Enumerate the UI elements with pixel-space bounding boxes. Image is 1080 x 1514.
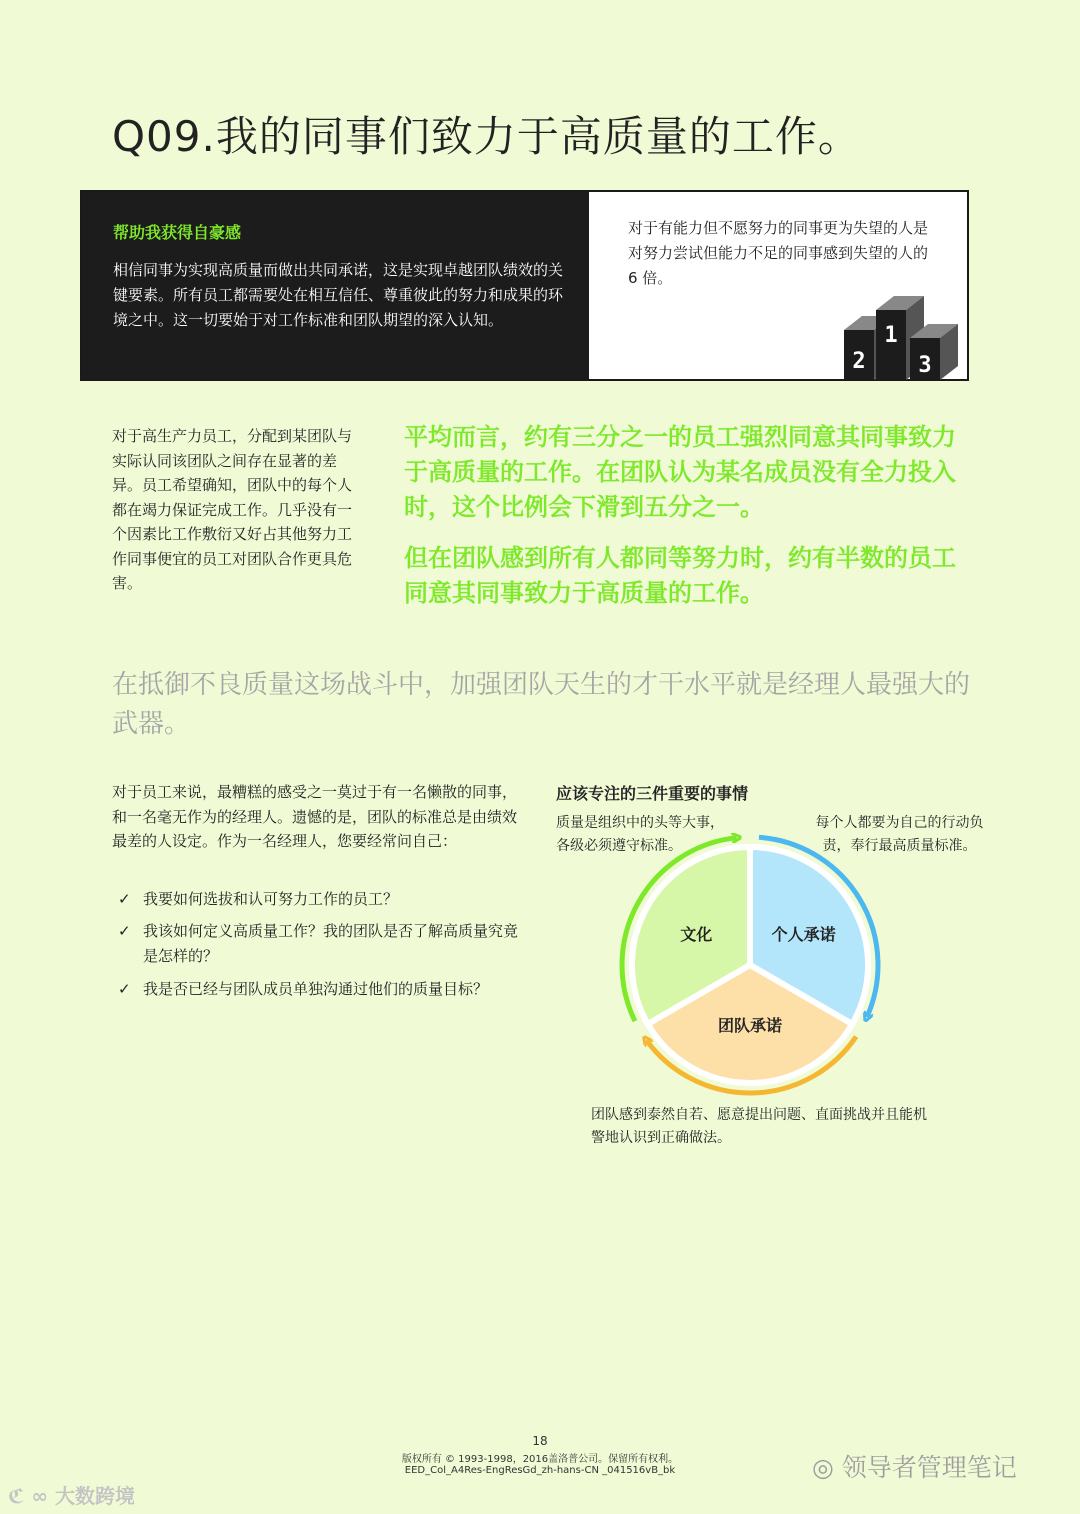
culture-segment-label: 文化 xyxy=(680,925,713,944)
wechat-icon: ◎ xyxy=(812,1453,842,1482)
page-number: 18 xyxy=(532,1434,548,1448)
checklist-text: 我该如何定义高质量工作？我的团队是否了解高质量究竟是怎样的？ xyxy=(143,922,519,965)
podium-label-2: 2 xyxy=(852,349,866,374)
checklist-text: 我要如何选拔和认可努力工作的员工？ xyxy=(143,890,399,908)
check-icon: ✓ xyxy=(118,980,131,998)
team-commitment-segment-label: 团队承诺 xyxy=(717,1016,783,1035)
highlight-body: 相信同事为实现高质量而做出共同承诺，这是实现卓越团队绩效的关键要素。所有员工都需要处在相互信任、尊重彼此的努力和成果的环境之中。这一切要始于对工作标准和团队期望的深入认知。 xyxy=(113,261,564,329)
document-code: EED_Col_A4Res-EngResGd_zh-hans-CN _041516vB_bk xyxy=(404,1465,676,1476)
intro-paragraph: 对于高生产力员工，分配到某团队与实际认同该团队之间存在显著的差异。员工希望确知，团队中的每个人都在竭力保证完成工作。几乎没有一个因素比工作敷衍又好占其他努力工作同事便宜的员工对团队合作更具危害。 xyxy=(112,427,353,592)
page-title: Q09.我的同事们致力于高质量的工作。 xyxy=(112,112,861,161)
manager-paragraph: 对于员工来说，最糟糕的感受之一莫过于有一名懒散的同事，和一名毫无作为的经理人。遗憾的是，团队的标准总是由绩效最差的人设定。作为一名经理人，您要经常问自己： xyxy=(112,783,518,850)
highlight-heading: 帮助我获得自豪感 xyxy=(113,223,242,242)
cycle-diagram xyxy=(600,820,900,1110)
check-icon: ✓ xyxy=(118,890,131,908)
highlight-dark-panel xyxy=(82,192,589,379)
highlight-box xyxy=(80,190,969,381)
copyright: 版权所有 © 1993-1998，2016盖洛普公司。保留所有权利。 xyxy=(401,1454,679,1465)
checklist-text: 我是否已经与团队成员单独沟通过他们的质量目标？ xyxy=(143,980,489,998)
individual-commitment-description: 每个人都要为自己的行动负责，奉行最高质量标准。 xyxy=(815,815,984,854)
check-icon: ✓ xyxy=(118,922,131,940)
pull-quote: 在抵御不良质量这场战斗中，加强团队天生的才干水平就是经理人最强大的武器。 xyxy=(112,670,971,739)
diagram-title: 应该专注的三件重要的事情 xyxy=(556,784,749,803)
individual-commitment-segment-label: 个人承诺 xyxy=(771,925,836,944)
team-commitment-description: 团队感到泰然自若、愿意提出问题、直面挑战并且能机警地认识到正确做法。 xyxy=(591,1107,927,1146)
podium-label-1: 1 xyxy=(884,323,898,348)
stat-text: 对于有能力但不愿努力的同事更为失望的人是对努力尝试但能力不足的同事感到失望的人的 6 倍。 xyxy=(628,219,929,287)
watermark-left: ℭ ∞ 大数跨境 xyxy=(8,1484,135,1508)
podium-label-3: 3 xyxy=(918,353,932,378)
watermark-right: ◎ 领导者管理笔记 xyxy=(812,1453,1017,1482)
podium-icon xyxy=(840,290,970,385)
highlight-quote-1: 平均而言，约有三分之一的员工强烈同意其同事致力于高质量的工作。在团队认为某名成员没有全力投入时，这个比例会下滑到五分之一。 xyxy=(404,423,956,521)
logo-icon: ℭ ∞ xyxy=(8,1484,55,1508)
culture-description: 质量是组织中的头等大事，各级必须遵守标准。 xyxy=(556,815,724,854)
highlight-quote-2: 但在团队感到所有人都同等努力时，约有半数的员工同意其同事致力于高质量的工作。 xyxy=(404,544,956,607)
